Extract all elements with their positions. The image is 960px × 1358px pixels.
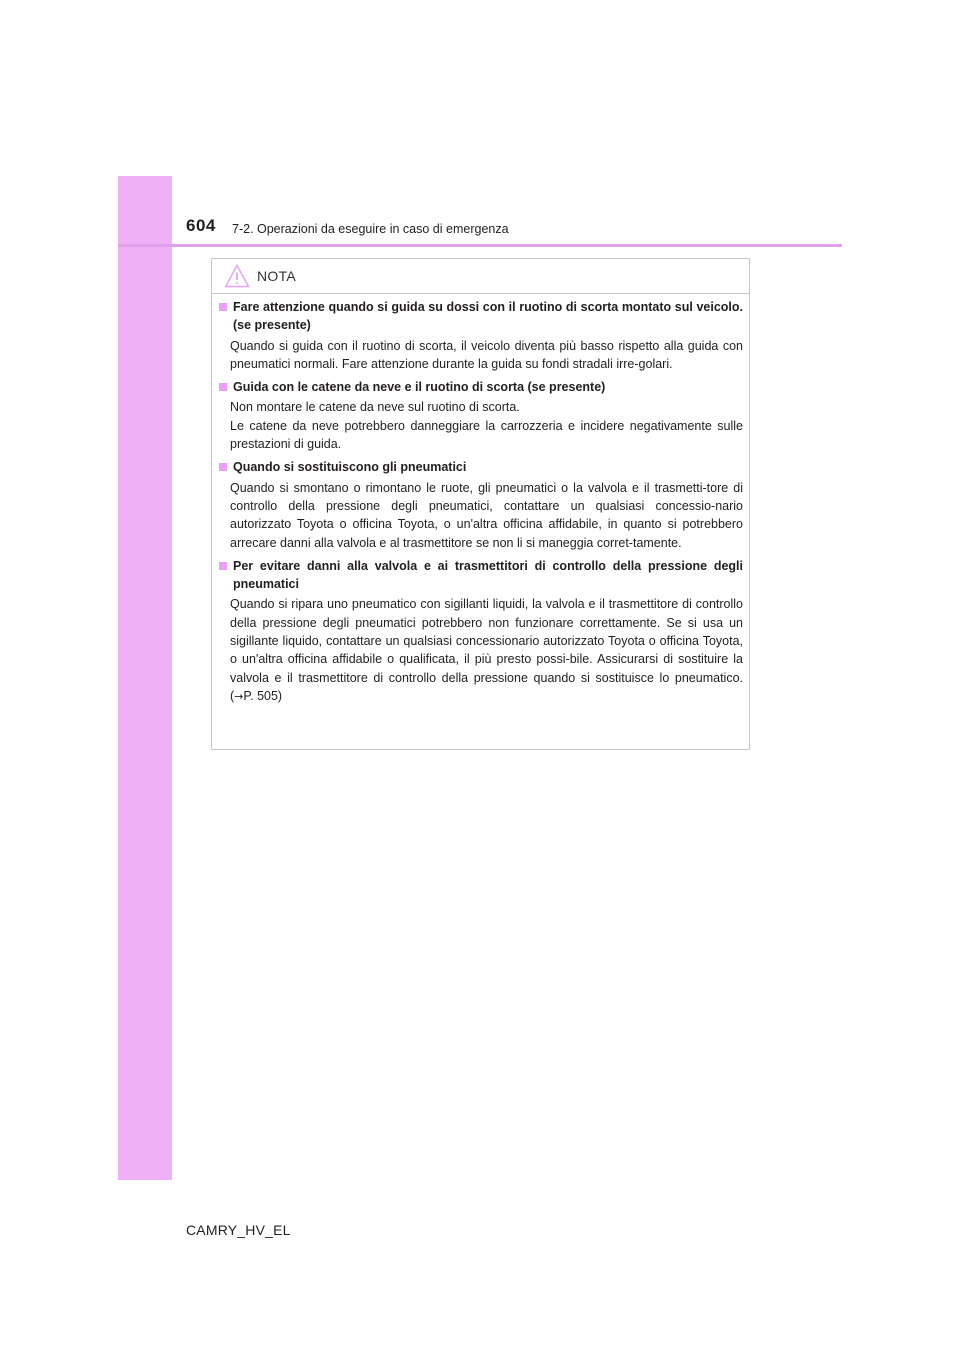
note-item-heading [219,378,743,396]
paragraph: Quando si smontano o rimontano le ruote, gli pneumatici o la valvola e il trasmetti-tore di controllo della pressione degli pneumatici, contattare un qualsiasi concessio-nario autorizzato Toyota o officina Toyota, o un'altra officina affidabile, in quanto si potrebbero arrecare danni alla valvola e al trasmettitore se non li si maneggia corret-tamente. [230,480,743,550]
square-bullet-icon [219,562,230,570]
warning-triangle-icon [224,264,250,288]
document-code: CAMRY_HV_EL [186,1222,291,1238]
note-item [219,298,743,373]
square-bullet-icon [219,463,230,471]
page-reference-link[interactable]: P. 505 [243,688,278,703]
note-item-heading [219,557,743,594]
paragraph-text: Quando si ripara uno pneumatico con sigillanti liquidi, la valvola e il trasmettitore di controllo della pressione degli pneumatici potrebbero non funzionare correttamente. Se si usa un sigillante liquido, contattare un qualsiasi concessionario autorizzato Toyota o officina Toyota, o un'altra officina affidabile o qualificata, il più presto possi-bile. Assicurarsi di sostituire la valvola e il trasmettitore di controllo della pressione quando si sostituisce lo pneumatico. [230,597,743,685]
note-item-heading-text: Fare attenzione quando si guida su dossi con il ruotino di scorta montato sul veicolo. (se presente) [233,300,743,333]
note-box [211,258,750,750]
header-rule [118,244,842,247]
paragraph: Quando si ripara uno pneumatico con sigillanti liquidi, la valvola e il trasmettitore di controllo della pressione degli pneumatici potrebbero non funzionare correttamente. Se si usa un sigillante liquido, contattare un qualsiasi concessionario autorizzato Toyota o officina Toyota, o un'altra officina affidabile o qualificata, il più presto possi-bile. Assicurarsi di sostituire la valvola e il trasmettitore di controllo della pressione quando si sostituisce lo pneumatico. (→P. 505) [230,597,743,703]
note-item-heading-text: Per evitare danni alla valvola e ai trasmettitori di controllo della pressione degli pneumatici [233,558,743,592]
note-item-heading [219,298,743,335]
note-body [219,298,743,711]
side-tab-band [118,176,172,1180]
note-header [224,263,296,289]
paragraph: Quando si guida con il ruotino di scorta, il veicolo diventa più basso rispetto alla guida con pneumatici normali. Fare attenzione durante la guida su fondi stradali irre-golari. [230,338,743,371]
arrow-right-icon: → [234,689,244,703]
note-item-heading [219,458,743,476]
note-item-text [230,337,743,374]
paragraph: Non montare le catene da neve sul ruotino di scorta. [230,400,520,415]
note-divider [212,293,749,294]
note-item-heading-text: Guida con le catene da neve e il ruotino di scorta (se presente) [233,380,606,395]
section-title: 7-2. Operazioni da eseguire in caso di emergenza [232,222,509,236]
square-bullet-icon [219,303,230,311]
note-item-text [230,595,743,706]
note-item [219,557,743,706]
square-bullet-icon [219,383,230,391]
paragraph: Le catene da neve potrebbero danneggiare la carrozzeria e incidere negativamente sulle prestazioni di guida. [230,418,743,452]
note-item-text [230,479,743,552]
note-item [219,458,743,551]
note-item [219,378,743,453]
page-number: 604 [186,216,216,235]
note-item-text [230,398,743,453]
note-item-heading-text: Quando si sostituiscono gli pneumatici [233,460,467,475]
note-label: NOTA [257,268,297,284]
